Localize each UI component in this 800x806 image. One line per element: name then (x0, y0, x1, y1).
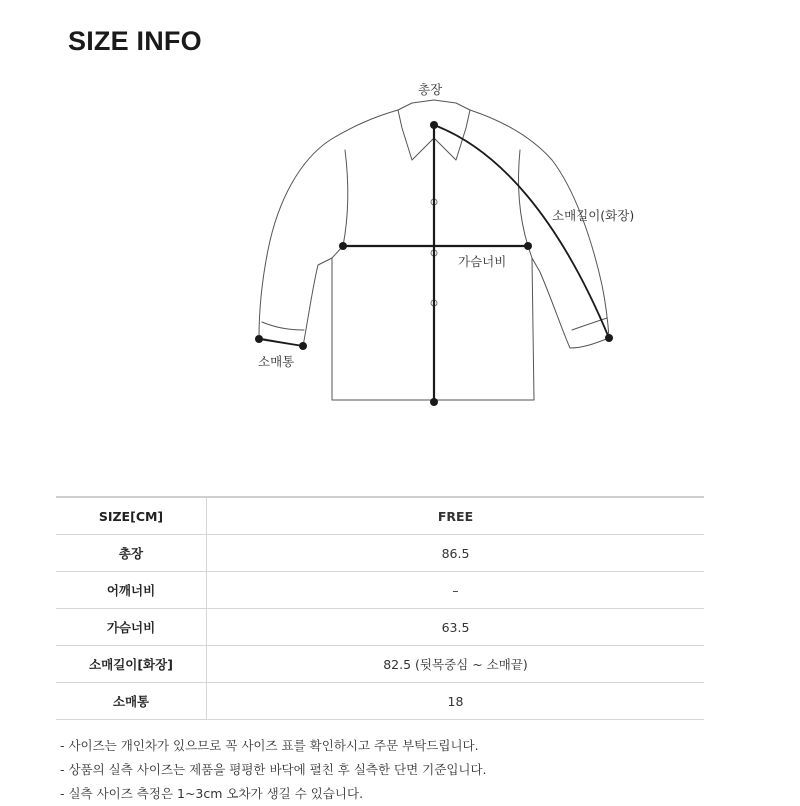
measure-point (299, 342, 307, 350)
page-title: SIZE INFO (68, 26, 202, 56)
note-line: - 상품의 실측 사이즈는 제품을 평평한 바닥에 펼친 후 실측한 단면 기준입니다. (60, 762, 487, 777)
label-total-length: 총장 (418, 82, 443, 97)
left-cuff (262, 322, 304, 330)
table-header-row (56, 497, 704, 535)
measure-point (339, 242, 347, 250)
measure-point (255, 335, 263, 343)
row-key: 총장 (56, 535, 207, 572)
right-armhole (518, 150, 528, 246)
note-line: - 사이즈는 개인차가 있으므로 꼭 사이즈 표를 확인하시고 주문 부탁드립니다. (60, 738, 479, 753)
label-chest-width: 가슴너비 (458, 254, 507, 269)
row-value: 82.5 (뒷목중심 ~ 소매끝) (207, 646, 705, 683)
table-row (56, 609, 704, 646)
row-key: 어깨너비 (56, 572, 207, 609)
size-table (56, 496, 704, 720)
sleeve-length-line (434, 125, 609, 338)
row-value: 18 (207, 683, 705, 720)
row-key: 가슴너비 (56, 609, 207, 646)
measure-point (524, 242, 532, 250)
label-sleeve-length: 소매길이(화장) (552, 208, 635, 223)
sleeve-opening-line (259, 339, 303, 346)
table-row (56, 572, 704, 609)
left-armhole (343, 150, 348, 246)
measure-point (430, 121, 438, 129)
row-key: 소매통 (56, 683, 207, 720)
row-key: 소매길이[화장] (56, 646, 207, 683)
row-value: 63.5 (207, 609, 705, 646)
measure-point (605, 334, 613, 342)
table-row (56, 535, 704, 572)
note-line: - 실측 사이즈 측정은 1~3cm 오차가 생길 수 있습니다. (60, 786, 364, 801)
row-value: 86.5 (207, 535, 705, 572)
table-header-key: SIZE[CM] (56, 497, 207, 535)
row-value: – (207, 572, 705, 609)
table-row (56, 646, 704, 683)
table-row (56, 683, 704, 720)
table-header-value: FREE (207, 497, 705, 535)
measure-point (430, 398, 438, 406)
size-notes (60, 734, 487, 806)
label-sleeve-opening: 소매통 (258, 354, 295, 369)
